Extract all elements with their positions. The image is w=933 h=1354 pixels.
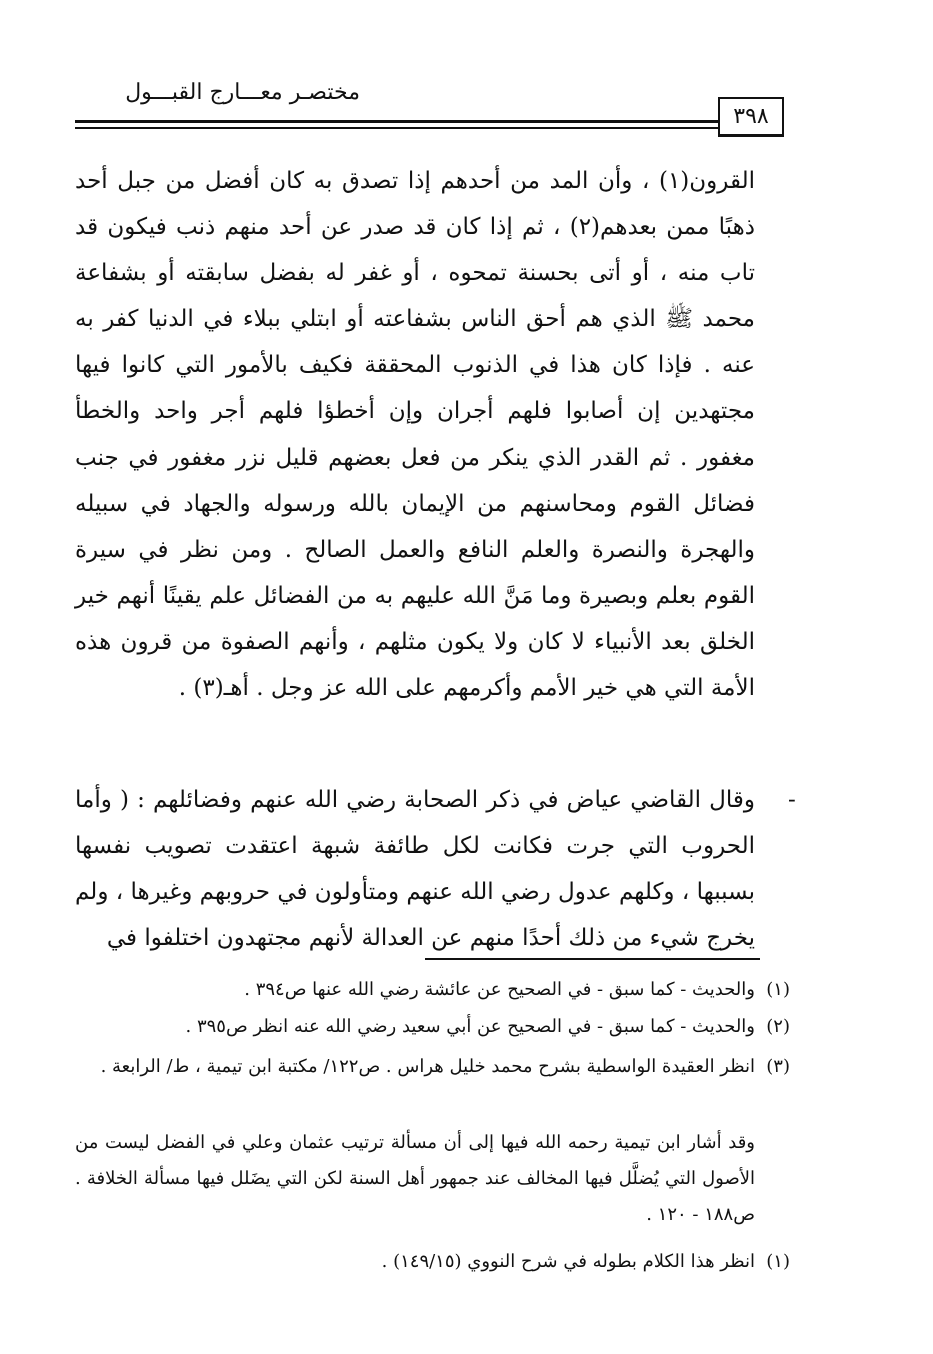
header-rule-thick [75, 120, 720, 123]
footnote-3-text: انظر العقيدة الواسطية بشرح محمد خليل هراس . ص١٢٢/ مكتبة ابن تيمية ، ط/ الرابعة . [100, 1056, 755, 1077]
footnote-3-note: وقد أشار ابن تيمية رحمه الله فيها إلى أن مسألة ترتيب عثمان وعلي في الفضل ليست من الأصول التي يُضلَّل فيها المخالف عند جمهور أهل السنة لكن التي يضَلل فيها مسألة الخلافة . ص١٨٨ - ١٢٠ . [75, 1132, 755, 1225]
header-rule-thin [75, 127, 720, 129]
footnote-3-number: (٣) [766, 1056, 790, 1077]
bullet-dash: - [788, 787, 796, 813]
footnote-1-number: (١) [766, 979, 790, 1000]
footnote-2-text: والحديث - كما سبق - في الصحيح عن أبي سعيد رضي الله عنه انظر ص٣٩٥ . [185, 1016, 755, 1037]
footnote-separator [425, 958, 760, 960]
footnote-4-number: (١) [766, 1251, 790, 1272]
footnote-1-text: والحديث - كما سبق - في الصحيح عن عائشة رضي الله عنها ص٣٩٤ . [244, 979, 755, 1000]
footnote-2-number: (٢) [766, 1016, 790, 1037]
footnote-4-text: انظر هذا الكلام بطوله في شرح النووي (١٤٩/١٥) . [381, 1251, 755, 1272]
quote-paragraph: وقال القاضي عياض في ذكر الصحابة رضي الله عنهم وفضائلهم : ( وأما الحروب التي جرت فكانت لكل طائفة شبهة اعتقدت تصويب نفسها بسببها ، وكلهم عدول رضي الله عنهم ومتأولون في حروبهم وغيرها ، ولم يخرج شيء من ذلك أحدًا منهم عن العدالة لأنهم مجتهدون اختلفوا في [75, 787, 755, 952]
page-number: ٣٩٨ [718, 97, 784, 137]
book-title: مختصـر معـــارج القبـــول [125, 80, 360, 105]
main-paragraph: القرون(١) ، وأن المد من أحدهم إذا تصدق به كان أفضل من جبل أحد ذهبًا ممن بعدهم(٢) ، ثم إذا كان قد صدر عن أحد منهم ذنب فيكون قد تاب منه ، أو أتى بحسنة تمحوه ، أو غفر له بفضل سابقته أو بشفاعة محمد ﷺ الذي هم أحق الناس بشفاعته أو ابتلي ببلاء في الدنيا كفر به عنه . فإذا كان هذا في الذنوب المحققة فكيف بالأمور التي كانوا فيها مجتهدين إن أصابوا فلهم أجران وإن أخطؤا فلهم أجر واحد والخطأ مغفور . ثم القدر الذي ينكر من فعل بعضهم قليل نزر مغفور في جنب فضائل القوم ومحاسنهم من الإيمان بالله ورسوله والجهاد في سبيله والهجرة والنصرة والعلم النافع والعمل الصالح . ومن نظر في سيرة القوم بعلم وبصيرة وما مَنَّ الله عليهم به من الفضائل علم يقينًا أنهم خير الخلق بعد الأنبياء لا كان ولا يكون مثلهم ، وأنهم الصفوة من قرون هذه الأمة التي هي خير الأمم وأكرمهم على الله عز وجل . أهـ(٣) . [75, 168, 755, 702]
